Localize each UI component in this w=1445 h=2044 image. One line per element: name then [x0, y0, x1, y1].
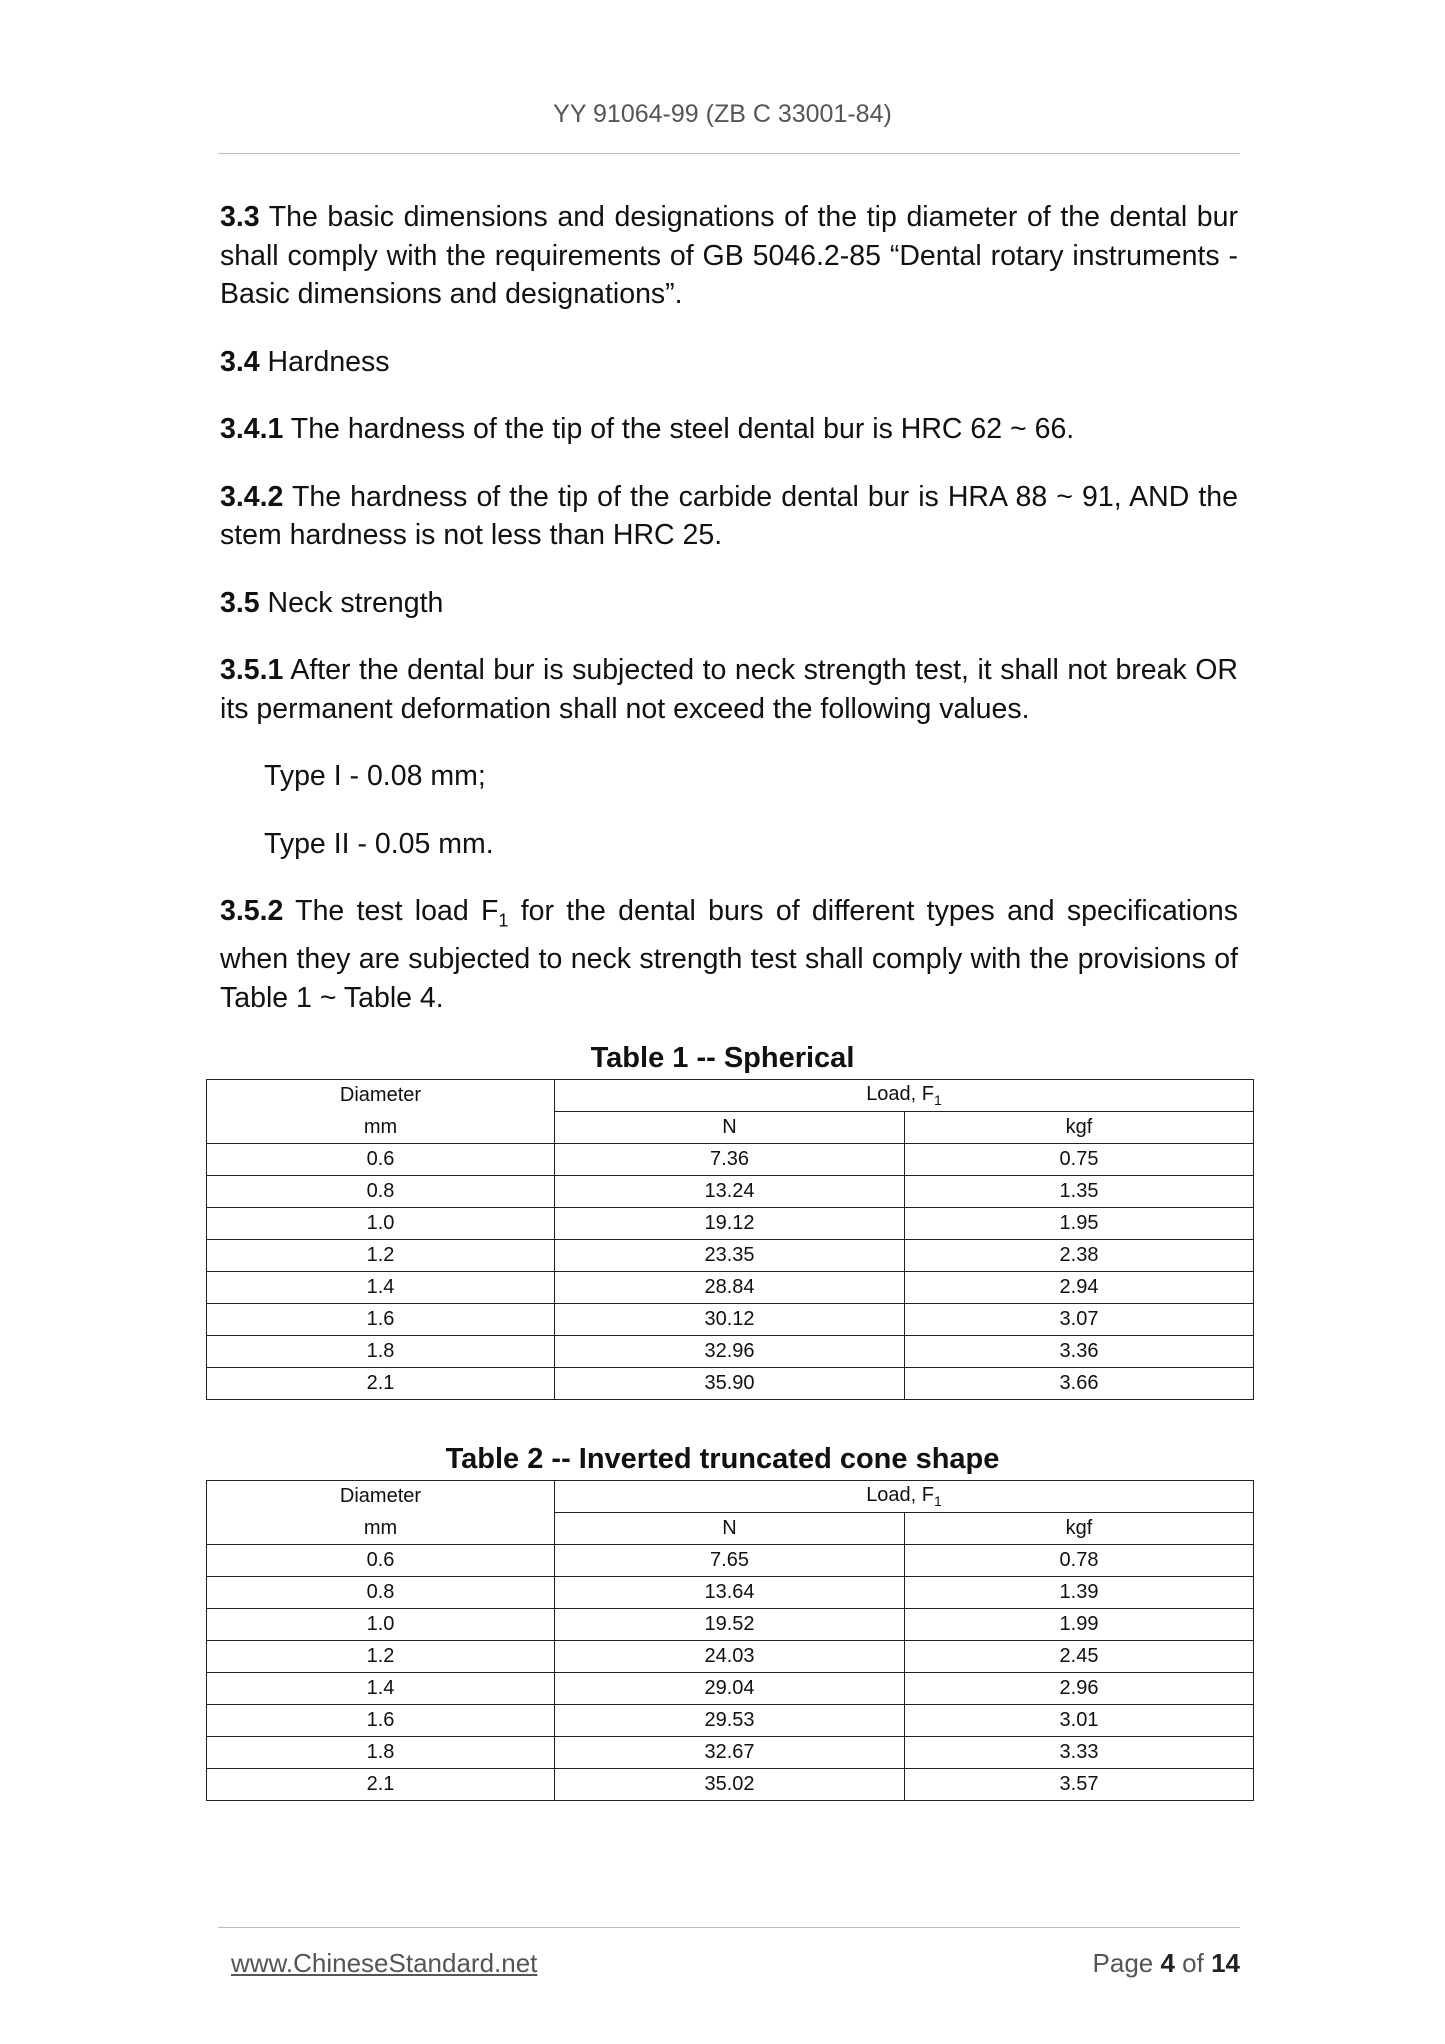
load-n-cell: 24.03: [555, 1641, 905, 1673]
type-2-limit: Type II - 0.05 mm.: [264, 827, 494, 860]
load-kgf-cell: 3.07: [905, 1304, 1254, 1336]
diameter-cell: 0.8: [207, 1577, 555, 1609]
page-total: 14: [1211, 1948, 1240, 1978]
load-n-cell: 7.36: [555, 1144, 905, 1176]
n-header: N: [555, 1112, 905, 1144]
clause-number: 3.5.1: [220, 654, 284, 686]
clause-number: 3.3: [220, 201, 260, 233]
diameter-cell: 1.6: [207, 1304, 555, 1336]
diameter-cell: 1.8: [207, 1737, 555, 1769]
table-header-row: [207, 1080, 1254, 1112]
table-2-title: Table 2 -- Inverted truncated cone shape: [445, 1443, 1000, 1475]
clause-3-4-1: [220, 410, 1238, 449]
table-row: [207, 1336, 1254, 1368]
table-header-row: [207, 1481, 1254, 1513]
load-header-text: Load, F: [866, 1484, 935, 1506]
clause-text: for the dental burs of different types and specifications when they are subjected to neck strength test shall comply with the provisions of Table 1 ~ Table 4.: [220, 895, 1238, 1014]
diameter-cell: 2.1: [207, 1769, 555, 1801]
diameter-cell: 1.8: [207, 1336, 555, 1368]
load-n-cell: 13.64: [555, 1577, 905, 1609]
clause-text: The hardness of the tip of the steel dental bur is HRC 62 ~ 66.: [283, 413, 1075, 445]
table-header-row: [207, 1513, 1254, 1545]
load-kgf-cell: 1.39: [905, 1577, 1254, 1609]
table-row: [207, 1609, 1254, 1641]
page-prefix: Page: [1092, 1948, 1161, 1978]
page-number: [1093, 1948, 1240, 1979]
load-kgf-cell: 0.75: [905, 1144, 1254, 1176]
load-kgf-cell: 3.33: [905, 1737, 1254, 1769]
footer-divider: [218, 1927, 1240, 1928]
header-divider: [218, 153, 1240, 154]
diameter-cell: 0.8: [207, 1176, 555, 1208]
diameter-cell: 1.4: [207, 1272, 555, 1304]
page-mid: of: [1174, 1948, 1212, 1978]
table-row: [207, 1737, 1254, 1769]
clause-number: 3.5: [220, 586, 260, 619]
table-row: [207, 1240, 1254, 1272]
table-row: [207, 1769, 1254, 1801]
load-n-cell: 19.12: [555, 1208, 905, 1240]
clause-text: Hardness: [259, 345, 390, 378]
load-n-cell: 32.67: [555, 1737, 905, 1769]
load-header-text: Load, F: [866, 1083, 935, 1105]
clause-text: Neck strength: [259, 586, 444, 619]
clause-text: The basic dimensions and designations of the tip diameter of the dental bur shall comply with the requirements of GB 5046.2-85 “Dental rotary instruments - Basic dimensions and designations”.: [220, 201, 1238, 310]
load-n-cell: 30.12: [555, 1304, 905, 1336]
diameter-cell: 1.0: [207, 1208, 555, 1240]
subscript: 1: [498, 910, 509, 931]
clause-text: After the dental bur is subjected to neck strength test, it shall not break OR its permanent deformation shall not exceed the following values.: [220, 654, 1238, 725]
load-kgf-cell: 2.38: [905, 1240, 1254, 1272]
diameter-cell: 1.4: [207, 1673, 555, 1705]
table-row: [207, 1176, 1254, 1208]
load-n-cell: 19.52: [555, 1609, 905, 1641]
clause-3-5: [220, 584, 1238, 623]
load-header: [555, 1080, 1254, 1112]
clause-text: The test load F: [283, 895, 499, 927]
load-n-cell: 7.65: [555, 1545, 905, 1577]
clause-3-4-2: [220, 478, 1238, 555]
table-1-title: Table 1 -- Spherical: [590, 1042, 855, 1074]
load-n-cell: 32.96: [555, 1336, 905, 1368]
clause-3-5-1: [220, 651, 1238, 728]
website-link[interactable]: www.ChineseStandard.net: [231, 1948, 538, 1978]
table-row: [207, 1208, 1254, 1240]
diameter-cell: 0.6: [207, 1545, 555, 1577]
table-row: [207, 1272, 1254, 1304]
load-kgf-cell: 1.95: [905, 1208, 1254, 1240]
table-row: [207, 1577, 1254, 1609]
table-row: [207, 1144, 1254, 1176]
diameter-cell: 2.1: [207, 1368, 555, 1400]
load-n-cell: 13.24: [555, 1176, 905, 1208]
clause-3-3: [220, 198, 1238, 314]
load-n-cell: 28.84: [555, 1272, 905, 1304]
n-header: N: [555, 1513, 905, 1545]
mm-header: mm: [207, 1112, 555, 1144]
load-kgf-cell: 1.99: [905, 1609, 1254, 1641]
diameter-cell: 1.6: [207, 1705, 555, 1737]
load-n-cell: 29.04: [555, 1673, 905, 1705]
page-header: YY 91064-99 (ZB C 33001-84): [553, 100, 892, 128]
table-row: [207, 1304, 1254, 1336]
document-body: [220, 198, 1238, 1017]
diameter-header: Diameter: [207, 1080, 555, 1112]
load-kgf-cell: 3.01: [905, 1705, 1254, 1737]
clause-number: 3.5.2: [220, 895, 284, 927]
diameter-header: Diameter: [207, 1481, 555, 1513]
clause-text: The hardness of the tip of the carbide dental bur is HRA 88 ~ 91, AND the stem hardness is not less than HRC 25.: [220, 480, 1238, 551]
clause-number: 3.4: [220, 345, 260, 378]
diameter-cell: 1.2: [207, 1240, 555, 1272]
table-1-spherical: [206, 1079, 1254, 1400]
diameter-cell: 1.0: [207, 1609, 555, 1641]
load-header: [555, 1481, 1254, 1513]
load-kgf-cell: 3.36: [905, 1336, 1254, 1368]
clause-number: 3.4.1: [220, 413, 284, 445]
load-n-cell: 35.02: [555, 1769, 905, 1801]
mm-header: mm: [207, 1513, 555, 1545]
table-header-row: [207, 1112, 1254, 1144]
table-row: [207, 1545, 1254, 1577]
load-kgf-cell: 0.78: [905, 1545, 1254, 1577]
load-kgf-cell: 2.94: [905, 1272, 1254, 1304]
kgf-header: kgf: [905, 1513, 1254, 1545]
load-kgf-cell: 3.66: [905, 1368, 1254, 1400]
subscript: 1: [934, 1493, 942, 1509]
subscript: 1: [934, 1092, 942, 1108]
page-current: 4: [1160, 1948, 1175, 1978]
load-kgf-cell: 2.45: [905, 1641, 1254, 1673]
table-row: [207, 1673, 1254, 1705]
table-row: [207, 1368, 1254, 1400]
table-row: [207, 1641, 1254, 1673]
diameter-cell: 0.6: [207, 1144, 555, 1176]
clause-3-5-2: [220, 892, 1238, 1017]
load-n-cell: 23.35: [555, 1240, 905, 1272]
load-kgf-cell: 2.96: [905, 1673, 1254, 1705]
load-n-cell: 35.90: [555, 1368, 905, 1400]
diameter-cell: 1.2: [207, 1641, 555, 1673]
load-kgf-cell: 1.35: [905, 1176, 1254, 1208]
clause-number: 3.4.2: [220, 480, 284, 513]
table-2-inverted-cone: [206, 1480, 1254, 1801]
table-row: [207, 1705, 1254, 1737]
clause-3-4: [220, 343, 1238, 382]
load-kgf-cell: 3.57: [905, 1769, 1254, 1801]
load-n-cell: 29.53: [555, 1705, 905, 1737]
kgf-header: kgf: [905, 1112, 1254, 1144]
type-1-limit: Type I - 0.08 mm;: [264, 760, 486, 792]
